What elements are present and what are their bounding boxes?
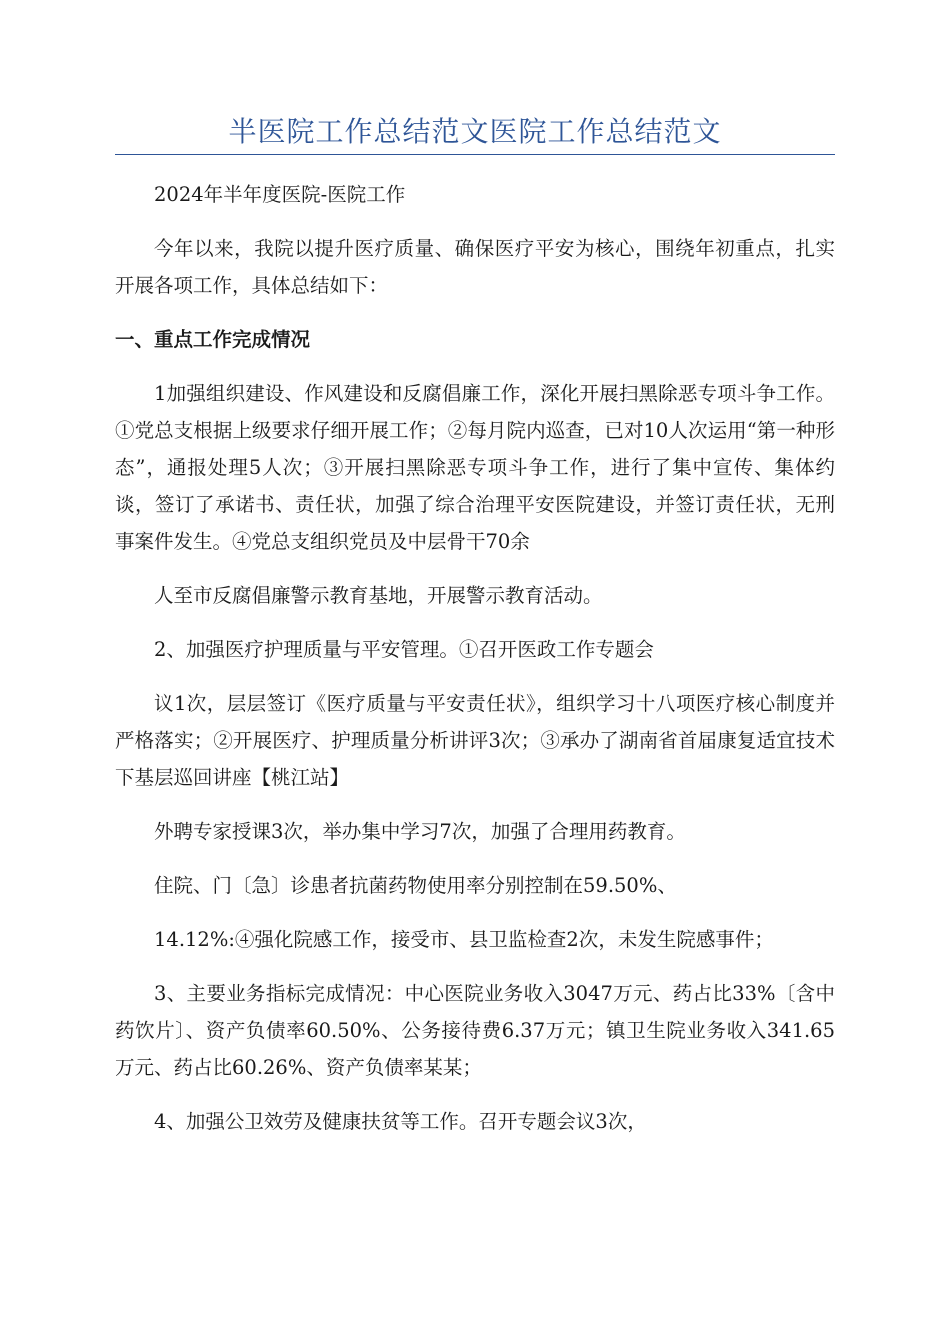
paragraph-item-2-cont: 议1次，层层签订《医疗质量与平安责任状》，组织学习十八项医疗核心制度并严格落实；②开展医疗、护理质量分析讲评3次；③承办了湖南省首届康复适宜技术下基层巡回讲座【桃江站】 <box>115 692 835 789</box>
paragraph-item-3: 3、主要业务指标完成情况：中心医院业务收入3047万元、药占比33%〔含中药饮片〕、资产负债率60.50%、公务接待费6.37万元；镇卫生院业务收入341.65万元、药占比60.26%、资产负债率某某； <box>115 982 835 1079</box>
paragraph-item-2: 2、加强医疗护理质量与平安管理。①召开医政工作专题会 <box>154 638 654 661</box>
paragraph-subtitle: 2024年半年度医院-医院工作 <box>154 183 406 206</box>
paragraph-item-2-infection: 14.12%:④强化院感工作，接受市、县卫监检查2次，未发生院感事件； <box>154 928 774 951</box>
title-underline <box>115 154 835 155</box>
paragraph-item-2-experts: 外聘专家授课3次，举办集中学习7次，加强了合理用药教育。 <box>154 820 686 843</box>
paragraph-item-2-antibiotics: 住院、门〔急〕诊患者抗菌药物使用率分别控制在59.50%、 <box>154 874 677 897</box>
paragraph-item-1-cont: 人至市反腐倡廉警示教育基地，开展警示教育活动。 <box>154 584 603 607</box>
section-heading: 一、重点工作完成情况 <box>115 328 311 351</box>
paragraph-intro: 今年以来，我院以提升医疗质量、确保医疗平安为核心，围绕年初重点，扎实开展各项工作，具体总结如下： <box>115 237 835 297</box>
document-title: 半医院工作总结范文医院工作总结范文 <box>228 115 722 148</box>
paragraph-item-4: 4、加强公卫效劳及健康扶贫等工作。召开专题会议3次， <box>154 1110 647 1133</box>
paragraph-item-1: 1加强组织建设、作风建设和反腐倡廉工作，深化开展扫黑除恶专项斗争工作。①党总支根据上级要求仔细开展工作；②每月院内巡查，已对10人次运用“第一种形态”，通报处理5人次；③开展扫黑除恶专项斗争工作，进行了集中宣传、集体约谈，签订了承诺书、责任状，加强了综合治理平安医院建设，并签订责任状，无刑事案件发生。④党总支组织党员及中层骨干70余 <box>115 382 835 553</box>
document-body <box>115 176 835 1157</box>
